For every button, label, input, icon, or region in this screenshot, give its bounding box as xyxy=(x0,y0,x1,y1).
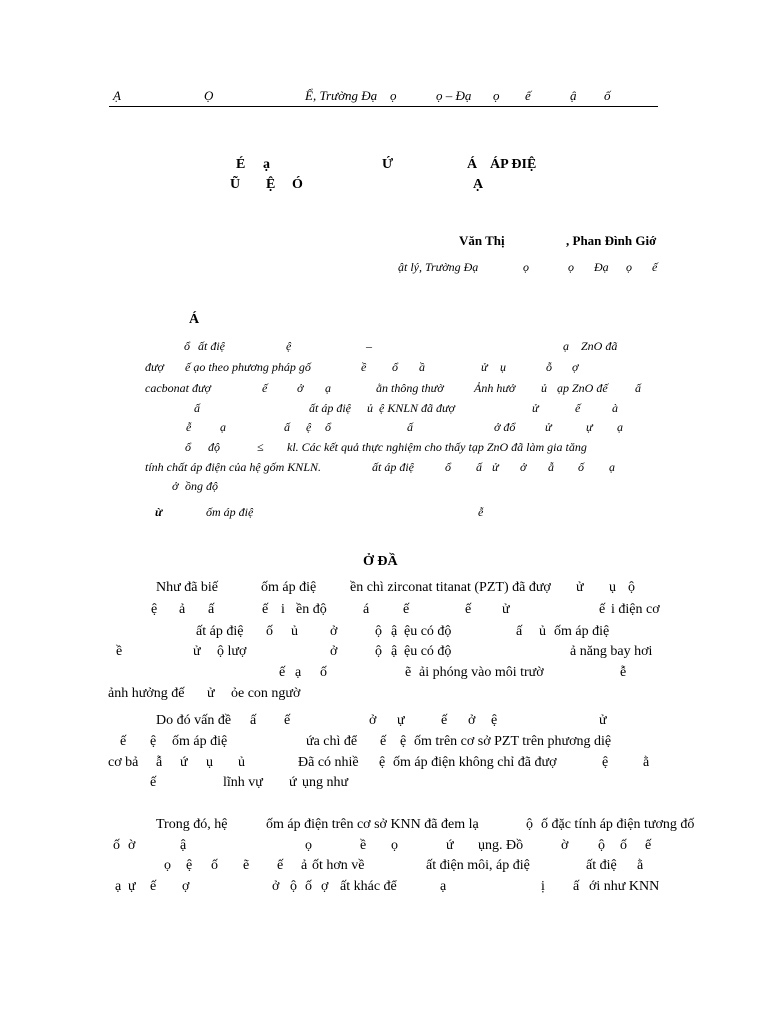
header-seg-6: ọ xyxy=(493,88,500,103)
body-seg: ủ xyxy=(539,624,546,639)
body-seg: ế xyxy=(150,879,157,894)
body-seg: ở xyxy=(468,713,476,728)
body-seg: ử xyxy=(576,580,584,595)
abstract-seg: ử xyxy=(532,401,539,415)
affil-seg: ật lý, Trường Đạ xyxy=(398,260,479,274)
body-seg: ả xyxy=(179,602,186,617)
abstract-seg: ạp ZnO đế xyxy=(557,381,608,395)
body-seg: ảnh hưởng đế xyxy=(108,686,185,701)
body-seg: ế xyxy=(645,838,652,853)
body-seg: ọ xyxy=(305,838,312,853)
body-seg: ố xyxy=(620,838,627,853)
abstract-seg: ổ xyxy=(445,460,451,474)
abstract-seg: đượ xyxy=(145,360,164,374)
body-seg: Đã có nhiề xyxy=(298,755,359,770)
body-seg: ứ xyxy=(289,775,297,790)
abstract-seg: ỗ xyxy=(546,360,552,374)
header-seg-5: ọ – Đạ xyxy=(436,88,472,103)
affil-seg: ọ xyxy=(626,260,632,274)
header-seg-1: Ạ xyxy=(113,88,121,103)
body-seg: ự xyxy=(397,713,405,728)
header-seg-8: ậ xyxy=(570,88,577,103)
body-seg: ốm áp điệ xyxy=(554,624,610,639)
keywords-seg: ễ xyxy=(478,505,484,519)
body-seg: ền độ xyxy=(296,602,327,617)
body-seg: ị xyxy=(541,879,545,894)
abstract-seg: ệ xyxy=(286,339,292,353)
header-seg-4: ọ xyxy=(390,88,397,103)
abstract-seg: Ảnh hưở xyxy=(474,381,516,395)
body-seg: ậ xyxy=(391,624,398,639)
body-seg: ố xyxy=(266,624,273,639)
body-seg: ụ xyxy=(609,580,616,595)
body-seg: cơ bả xyxy=(108,755,139,770)
body-seg: ẫ xyxy=(156,755,163,770)
body-seg: ậ xyxy=(180,838,187,853)
body-seg: ố xyxy=(320,665,327,680)
body-seg: ệu có độ xyxy=(404,624,452,639)
body-seg: ế xyxy=(465,602,472,617)
body-seg: ạ xyxy=(440,879,447,894)
abstract-seg: ễ xyxy=(186,420,192,434)
abstract-seg: ất điệ xyxy=(198,339,225,353)
body-seg: ất khác để xyxy=(340,879,397,894)
body-seg: ề xyxy=(360,838,367,853)
body-seg: ở xyxy=(272,879,280,894)
abstract-seg: ế xyxy=(262,381,268,395)
affil-seg: ọ xyxy=(568,260,574,274)
body-seg: ộ xyxy=(598,838,605,853)
body-seg: ệ xyxy=(151,602,158,617)
body-seg: ất điện môi, áp điệ xyxy=(426,858,530,873)
header-seg-7: ế xyxy=(525,88,531,103)
body-seg: ễ xyxy=(620,665,627,680)
keywords-seg: ừ xyxy=(155,505,163,519)
body-seg: ợ xyxy=(321,879,329,894)
body-seg: ế xyxy=(277,858,284,873)
keywords-seg: ốm áp điệ xyxy=(206,505,254,519)
title-l1-seg: ÁP ĐIỆ xyxy=(490,157,537,172)
body-seg: ấ xyxy=(516,624,523,639)
abstract-seg: ở xyxy=(172,479,179,493)
abstract-seg: ầ xyxy=(419,360,425,374)
abstract-seg: ở xyxy=(297,381,304,395)
abstract-seg: ấ xyxy=(194,401,200,415)
author-part-2: , Phan Đình Giớ xyxy=(566,233,657,248)
body-seg: ệ xyxy=(150,734,157,749)
abstract-seg: ở đổ xyxy=(494,420,516,434)
title-l2-seg: Ệ xyxy=(266,177,276,192)
body-seg: ộ xyxy=(628,580,635,595)
abstract-seg: ổ xyxy=(392,360,398,374)
affil-seg: ọ xyxy=(523,260,529,274)
abstract-seg: ợ xyxy=(572,360,579,374)
body-seg: ế xyxy=(120,734,127,749)
body-seg: ử xyxy=(193,644,201,659)
body-seg: lĩnh vự xyxy=(223,775,263,790)
title-l2-seg: Ó xyxy=(292,177,303,192)
abstract-seg: ấ xyxy=(635,381,641,395)
header-rule xyxy=(109,106,658,107)
abstract-seg: ằn thông thườ xyxy=(376,381,444,395)
body-seg: ấ xyxy=(208,602,215,617)
body-seg: ố xyxy=(211,858,218,873)
abstract-seg: ổ xyxy=(184,339,190,353)
abstract-seg: ồng độ xyxy=(185,479,218,493)
abstract-seg: tính chất áp điện của hệ gốm KNLN. xyxy=(145,460,321,474)
body-seg: ấ xyxy=(250,713,257,728)
body-seg: ộ lượ xyxy=(217,644,247,659)
body-seg: ự xyxy=(128,879,136,894)
abstract-seg: kl. Các kết quả thực nghiệm cho thấy tạp ZnO đã làm gia tăng xyxy=(287,440,587,454)
body-seg: ốm áp điện trên cơ sở KNN đã đem lạ xyxy=(266,817,479,832)
section-heading: Ở ĐẦ xyxy=(363,554,398,569)
body-seg: ế xyxy=(150,775,157,790)
abstract-seg: ế ạo theo phương pháp gố xyxy=(185,360,311,374)
abstract-seg: ủ xyxy=(367,401,373,415)
body-seg: ất áp điệ xyxy=(196,624,244,639)
body-seg: ụng như xyxy=(302,775,349,790)
abstract-seg: ổ xyxy=(185,440,191,454)
body-seg: ậ xyxy=(391,644,398,659)
abstract-seg: ủ xyxy=(541,381,547,395)
body-seg: ộ xyxy=(375,644,382,659)
abstract-seg: ấ xyxy=(476,460,482,474)
abstract-seg: ố xyxy=(578,460,584,474)
abstract-seg: ổ xyxy=(325,420,331,434)
title-l1-seg: ạ xyxy=(263,157,270,172)
body-seg: ẽ xyxy=(405,665,412,680)
title-l1-seg: É xyxy=(236,157,246,172)
title-l1-seg: Ứ xyxy=(382,157,394,172)
abstract-seg: ệ xyxy=(306,420,312,434)
abstract-seg: ấ xyxy=(407,420,413,434)
abstract-seg: ụ xyxy=(500,360,506,374)
body-seg: ộ xyxy=(375,624,382,639)
body-seg: ủ xyxy=(238,755,245,770)
abstract-seg: độ xyxy=(208,440,220,454)
body-seg: ả xyxy=(301,858,308,873)
body-seg: ằ xyxy=(643,755,650,770)
body-seg: ở xyxy=(330,644,338,659)
abstract-seg: ử xyxy=(492,460,499,474)
body-seg: ệ xyxy=(602,755,609,770)
body-seg: ế xyxy=(441,713,448,728)
body-seg: ờ xyxy=(128,838,136,853)
body-seg: ế xyxy=(599,602,606,617)
body-seg: ốt hơn về xyxy=(312,858,365,873)
body-seg: ứa chì để xyxy=(306,734,358,749)
abstract-seg: à xyxy=(612,401,618,415)
body-seg: Trong đó, hệ xyxy=(156,817,228,832)
abstract-seg: ệ KNLN đã đượ xyxy=(379,401,455,415)
body-seg: ử xyxy=(599,713,607,728)
body-seg: ệ xyxy=(379,755,386,770)
abstract-seg: ≤ xyxy=(257,440,264,454)
abstract-seg: – xyxy=(366,339,372,353)
abstract-seg: ZnO đã xyxy=(581,339,618,353)
abstract-seg: ở xyxy=(520,460,527,474)
body-seg: ộ xyxy=(526,817,533,832)
abstract-seg: ẫ xyxy=(548,460,554,474)
header-seg-3: Ể, Trường Đạ xyxy=(305,88,378,103)
abstract-seg: ạ xyxy=(220,420,226,434)
body-seg: i xyxy=(281,602,285,617)
header-seg-9: ố xyxy=(604,88,611,103)
body-seg: ốm trên cơ sở PZT trên phương diệ xyxy=(414,734,612,749)
body-seg: ệ xyxy=(491,713,498,728)
abstract-seg: ạ xyxy=(609,460,615,474)
body-seg: ứ xyxy=(446,838,454,853)
body-seg: ỏe con ngườ xyxy=(231,686,301,701)
body-seg: ệu có độ xyxy=(404,644,452,659)
body-seg: ốm áp điệ xyxy=(172,734,228,749)
body-seg: ền chì zirconat titanat (PZT) đã đượ xyxy=(350,580,551,595)
body-seg: ệ xyxy=(186,858,193,873)
abstract-heading: Á xyxy=(189,312,200,327)
body-seg: ế xyxy=(284,713,291,728)
body-seg: ố đặc tính áp điện tương đố xyxy=(541,817,695,832)
body-seg: ụng. Đồ xyxy=(478,838,524,853)
abstract-seg: ạ xyxy=(325,381,331,395)
body-seg: ờ xyxy=(561,838,569,853)
title-l1-seg: Á xyxy=(467,157,478,172)
body-seg: ử xyxy=(207,686,215,701)
body-seg: ề xyxy=(116,644,123,659)
abstract-seg: cacbonat đượ xyxy=(145,381,211,395)
body-seg: ố xyxy=(305,879,312,894)
body-seg: ụ xyxy=(206,755,213,770)
body-seg: Như đã biế xyxy=(156,580,219,595)
body-seg: ải phóng vào môi trườ xyxy=(419,665,544,680)
abstract-seg: ất áp điệ xyxy=(372,460,414,474)
abstract-seg: ự xyxy=(586,420,593,434)
body-seg: ở xyxy=(369,713,377,728)
body-seg: ốm áp điện không chỉ đã đượ xyxy=(393,755,557,770)
header-seg-2: Ọ xyxy=(204,88,214,103)
abstract-seg: ạ xyxy=(563,339,569,353)
body-seg: ệ xyxy=(400,734,407,749)
body-seg: ốm áp điệ xyxy=(261,580,317,595)
abstract-seg: ất áp điệ xyxy=(309,401,351,415)
abstract-seg: ấ xyxy=(284,420,290,434)
body-seg: á xyxy=(363,602,370,617)
body-seg: ọ xyxy=(164,858,171,873)
body-seg: ứ xyxy=(180,755,188,770)
body-seg: ủ xyxy=(291,624,298,639)
body-seg: ộ xyxy=(290,879,297,894)
body-seg: ở xyxy=(330,624,338,639)
body-seg: ợ xyxy=(182,879,190,894)
abstract-seg: ử xyxy=(481,360,488,374)
title-l2-seg: Ạ xyxy=(473,177,484,192)
body-seg: ử xyxy=(502,602,510,617)
body-seg: ạ xyxy=(115,879,122,894)
body-seg: ế xyxy=(380,734,387,749)
body-seg: ất điệ xyxy=(586,858,617,873)
body-seg: ả năng bay hơi xyxy=(570,644,653,659)
body-seg: ẽ xyxy=(243,858,250,873)
abstract-seg: ề xyxy=(361,360,367,374)
affil-seg: ế xyxy=(652,260,658,274)
body-seg: ạ xyxy=(295,665,302,680)
body-seg: ới như KNN xyxy=(589,879,660,894)
body-seg: Do đó vấn đề xyxy=(156,713,232,728)
affil-seg: Đạ xyxy=(594,260,609,274)
body-seg: ọ xyxy=(391,838,398,853)
abstract-seg: ế xyxy=(575,401,581,415)
author-part-1: Văn Thị xyxy=(459,233,505,248)
body-seg: ằ xyxy=(637,858,644,873)
title-l2-seg: Ũ xyxy=(230,177,241,192)
body-seg: ế xyxy=(262,602,269,617)
body-seg: ế xyxy=(403,602,410,617)
body-seg: ế xyxy=(279,665,286,680)
body-seg: i điện cơ xyxy=(611,602,660,617)
abstract-seg: ạ xyxy=(617,420,623,434)
body-seg: ấ xyxy=(573,879,580,894)
abstract-seg: ử xyxy=(545,420,552,434)
body-seg: ố xyxy=(113,838,120,853)
